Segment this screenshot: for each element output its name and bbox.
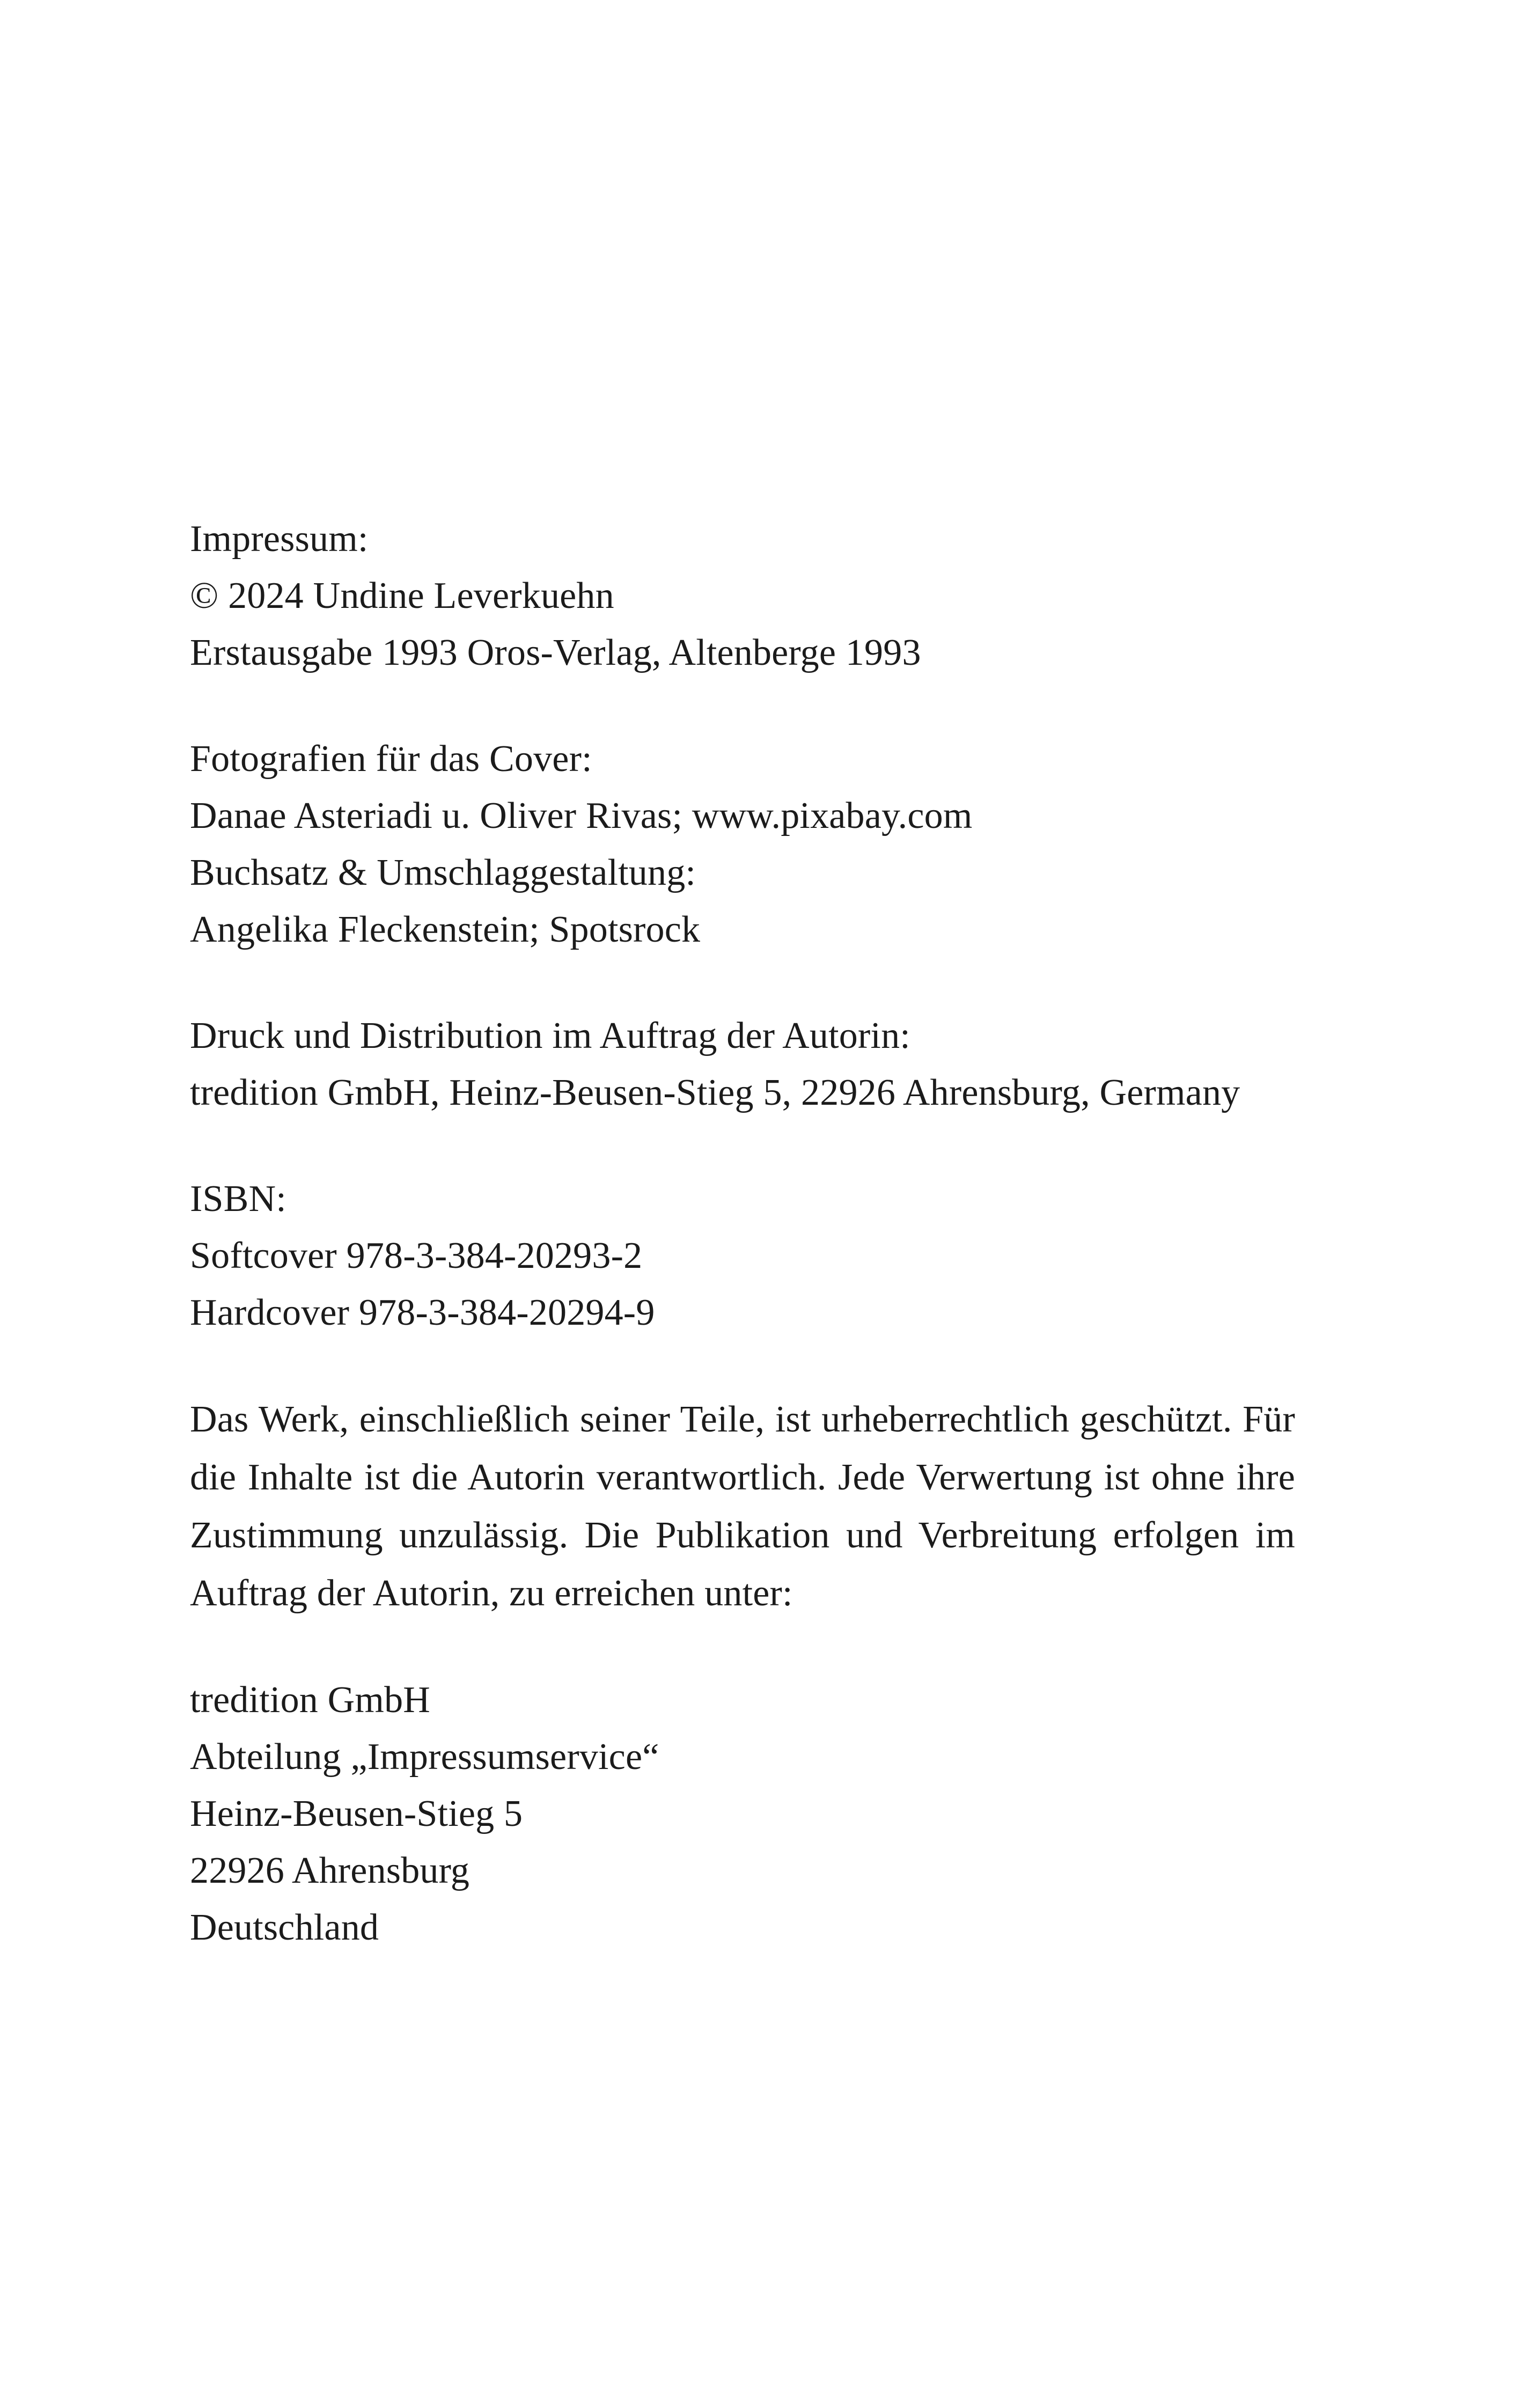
cover-photos-credit: Danae Asteriadi u. Oliver Rivas; www.pixabay.com — [190, 795, 973, 836]
publisher-street: Heinz-Beusen-Stieg 5 — [190, 1793, 523, 1834]
copyright-paragraph — [190, 1391, 1295, 1623]
print-distribution-address: tredition GmbH, Heinz-Beusen-Stieg 5, 22926 Ahrensburg, Germany — [190, 1072, 1240, 1113]
imprint-title: Impressum: — [190, 518, 369, 560]
isbn-hardcover: Hardcover 978-3-384-20294-9 — [190, 1292, 655, 1333]
isbn-softcover: Softcover 978-3-384-20293-2 — [190, 1235, 643, 1276]
cover-credits-block — [190, 731, 1295, 958]
publisher-country: Deutschland — [190, 1907, 379, 1948]
copyright-paragraph-line: Das Werk, einschließlich seiner Teile, ist urheberrechtlich geschützt. Für — [190, 1399, 1295, 1440]
isbn-label: ISBN: — [190, 1178, 286, 1220]
imprint-header-block — [190, 511, 1295, 681]
isbn-block — [190, 1171, 1295, 1341]
copyright-line: © 2024 Undine Leverkuehn — [190, 575, 614, 616]
publisher-department: Abteilung „Impressumservice“ — [190, 1736, 659, 1778]
publisher-address-block — [190, 1672, 1295, 1956]
publisher-city: 22926 Ahrensburg — [190, 1850, 470, 1891]
print-distribution-block — [190, 1008, 1295, 1121]
publisher-name: tredition GmbH — [190, 1679, 431, 1721]
imprint-content — [190, 511, 1295, 2006]
first-edition-line: Erstausgabe 1993 Oros-Verlag, Altenberge 1993 — [190, 632, 921, 673]
print-distribution-label: Druck und Distribution im Auftrag der Autorin: — [190, 1015, 910, 1056]
typesetting-label: Buchsatz & Umschlaggestaltung: — [190, 852, 696, 893]
cover-photos-label: Fotografien für das Cover: — [190, 738, 592, 780]
copyright-paragraph-line: Zustimmung unzulässig. Die Publikation und Verbreitung erfolgen im — [190, 1515, 1295, 1556]
copyright-paragraph-line: Auftrag der Autorin, zu erreichen unter: — [190, 1573, 793, 1614]
typesetting-credit: Angelika Fleckenstein; Spotsrock — [190, 909, 701, 950]
copyright-paragraph-line: die Inhalte ist die Autorin verantwortlich. Jede Verwertung ist ohne ihre — [190, 1457, 1295, 1498]
